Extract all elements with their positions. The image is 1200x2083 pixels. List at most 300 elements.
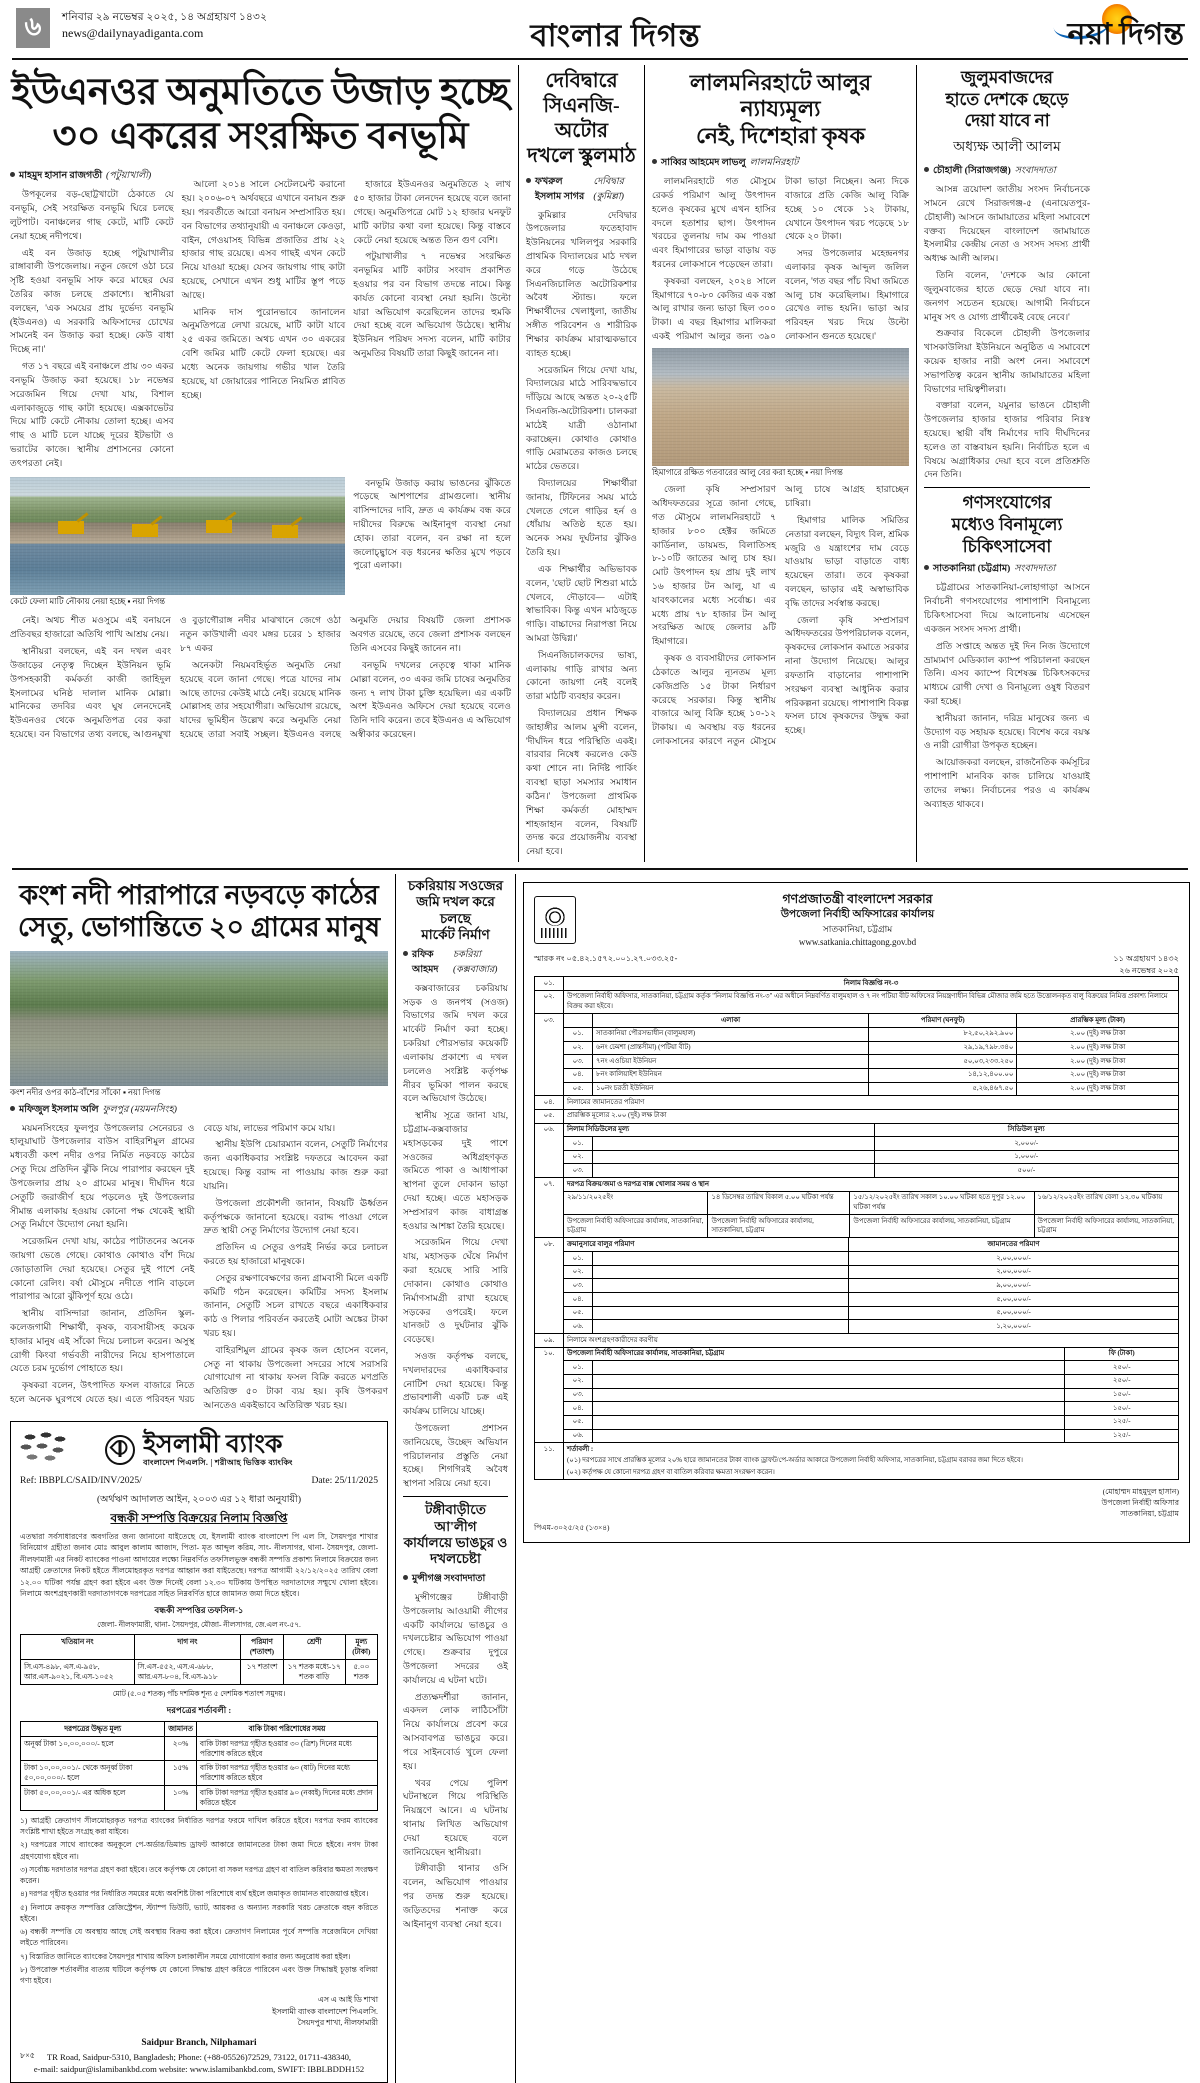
table-row [564,1415,1178,1429]
paragraph: মুন্সীগঞ্জের টঙ্গীবাড়ী উপজেলায় আওয়ামী লীগের একটি কার্যালয়ে ভাঙচুর ও দখলচেষ্টার অভিযোগ পাওয়া গেছে। শুক্রবার দুপুরে উপজেলা সদরের ওই কার্যালয়ে এ ঘটনা ঘটে। [403,1591,508,1685]
memo-number: স্মারক নং ০৫.৪২.১৫৭২.০০১.২৭.০৩৩.২৫- [534,954,678,964]
paragraph: জেলা কৃষি সম্প্রসারণ অধিদফতরের উপপরিচালক বলেন, কৃষকদের লোকসান কমাতে সরকার নানা উদ্যোগ নিয়েছে। আলুর রফতানি বাড়ানোর পাশাপাশি সংরক্ষণ ব্যবস্থা আধুনিক করার পরিকল্পনা রয়েছে। পাশাপাশি বিকল্প ফসল চাষে কৃষকদের উদ্বুদ্ধ করা হচ্ছে। [785,614,909,736]
lot-qty: ২৯,১৯,৭৯৮.৩৪০ [869,1041,1017,1055]
conditions-title: শর্তাবলী : [567,1445,594,1453]
section-title-wrap [267,8,964,64]
tender-place-4: উপজেলা নির্বাহী অফিসারের কার্যালয়, সাতকানিয়া, চট্টগ্রাম [1034,1215,1178,1238]
td: ২০% [165,1736,197,1761]
lead-headline-2: ৩০ একরের সংরক্ষিত বনভূমি [52,115,469,157]
amount-col: জামানতের পরিমাণ [849,1238,1178,1251]
bank-property-table [20,1634,378,1684]
paragraph: হিমাগার মালিক সমিতির নেতারা বলছেন, বিদ্যুৎ বিল, শ্রমিক মজুরি ও যন্ত্রাংশের দাম বেড়ে যাওয়ায় ভাড়া বাড়াতে বাধ্য হয়েছেন তারা। তবে কৃষকরা বলছেন, ভাড়ার এই অস্বাভাবিক বৃদ্ধি তাদের সর্বস্বান্ত করছে। [785,514,909,608]
national-emblem-icon [534,896,576,944]
paragraph: আয়োজকরা বলছেন, রাজনৈতিক কর্মসূচির পাশাপাশি মানবিক কাজ চালিয়ে যাওয়াই তাদের লক্ষ্য। নির্বাচনের পরও এ কার্যক্রম অব্যাহত থাকবে। [924,757,1090,809]
schedule-index: ০৩. [564,1164,593,1177]
table-row [535,1347,1179,1443]
bridge-byline-name: মফিজুল ইসলাম অলি [19,1104,99,1115]
potato-headline-1: লালমনিরহাটে আলুর ন্যায্যমূল্য [689,70,872,122]
table-row [535,1123,1179,1178]
table-header-row [21,1635,378,1660]
amount-value: ৯,০০,০০০/- [849,1279,1178,1293]
amount-index: ০৪. [564,1293,593,1307]
lot-index: ০২. [564,1041,593,1055]
table-row [21,1660,378,1685]
list-item [20,1888,378,1899]
bank-name: ইসলামী ব্যাংক [143,1430,283,1458]
tender-place-2: উপজেলা নির্বাহী অফিসারের কার্যালয়, সাতকানিয়া, চট্টগ্রাম [708,1215,850,1238]
fee-value: ২৫০/- [1065,1374,1178,1388]
amount-table [564,1238,1178,1333]
health-byline-place: সংবাদদাতা [1014,564,1056,575]
lot-col-qty: পরিমাণ (ঘনফুট) [869,1014,1017,1027]
caption-text: কেটে ফেলা মাটি নৌকায় নেয়া হচ্ছে [10,596,126,606]
ad-size-marker: ৮×৫ [20,2051,35,2061]
th: শ্রেণী [283,1635,345,1660]
fee-label: উপজেলা নির্বাহী অফিসারের কার্যালয়, সাতকানিয়া, চট্টগ্রাম [564,1348,1065,1361]
schedule-blank [593,1137,875,1151]
lot-price: ২.০০ (দুই) লক্ষ টাকা [1017,1041,1178,1055]
lead-col-1 [10,166,174,473]
td: ৫.০০ শতক [345,1660,377,1685]
julum-byline-place: সংবাদদাতা [1014,166,1056,177]
paragraph: উপজেলা প্রশাসন জানিয়েছে, উচ্ছেদ অভিযান পরিচালনার প্রস্তুতি নেয়া হচ্ছে। শিগগিরই অবৈধ স্থাপনা সরিয়ে নেয়া হবে। [403,1423,508,1489]
bank-table1-note: মোট (৫.০৫ শতক) পাঁচ দশমিক শূন্য ৫ দেশমিক শতাংশ সমুদয়। [112,1688,286,1698]
table-row [535,1178,1179,1238]
paragraph: পটুয়াখালীর ৭ নভেম্বর সংরক্ষিত বনভূমির মাটি কাটার সংবাদ প্রকাশিত হওয়ার পর বন বিভাগ তদন্তে নামে। কিন্তু কার্যত কোনো ব্যবস্থা নেয়া হয়নি। উল্টো যারা অভিযোগ করেছিলেন তাদের হুমকি দেয়া হচ্ছে বলে অভিযোগ উঠেছে। স্থানীয় ইউনিয়ন পরিষদ সদস্য বলেন, মাটি কাটার অনুমতির বিষয়টি তারা কিছুই জানেন না। [353,251,511,359]
table-row [564,1055,1178,1069]
lead-photo-wrap [10,477,345,612]
story-potato [644,65,916,862]
mid-rule [12,868,1188,870]
bank-ad-intro: এতদ্বারা সর্বসাধারণের অবগতির জন্য জানানো যাইতেছে যে, ইসলামী ব্যাংক বাংলাদেশ পি এল সি, সৈয়দপুর শাখার বিনিয়োগ গ্রহীতা জনাব মোঃ আবুল কালাম আজাদ, পিতা- মৃত আব্দুল করিম, সাং- নীলসাগর, থানা- সৈয়দপুর, জেলা- নীলফামারী এর নিকট ব্যাংকের পাওনা আদায়ের লক্ষ্যে নিম্নবর্ণিত তফসিলভুক্ত বন্ধকী সম্পত্তি প্রকাশ্য নিলামে বিক্রয়ের জন্য আগ্রহী ক্রেতাদের নিকট হইতে সীলমোহরকৃত দরপত্র আহ্বান করা যাইতেছে। দরপত্র আগামী ২২/১২/২০২৫ তারিখ বেলা ১২.০০ ঘটিকা পর্যন্ত গ্রহণ করা হইবে এবং উক্ত দিনেই বেলা ১২.৩০ ঘটিকায় উপস্থিত দরদাতাদের সম্মুখে খোলা হইবে। নিলামে অংশগ্রহণকারী দরদাতাগণকে দরপত্রের সহিত নিম্নবর্ণিত হারে জামানত জমা দিতে হইবে। [20,1531,378,1598]
branch-address-2: e-mail: saidpur@islamibankbd.com website: www.islamibankbd.com, SWIFT: IBBLBDDH152 [33,2064,365,2075]
govt-header [534,891,1179,948]
fee-value: ১৫০/- [1065,1402,1178,1416]
fee-index: ০৬. [564,1429,593,1442]
julum-kicker: অধ্যক্ষ আলী আলম [953,140,1061,156]
paragraph: বনভূমি উজাড় করায় ভাঙনের ঝুঁকিতে পড়েছে আশপাশের গ্রামগুলো। স্থানীয় বাসিন্দাদের দাবি, দ্রুত এ কার্যক্রম বন্ধ করে দায়ীদের বিরুদ্ধে আইনানুগ ব্যবস্থা নেয়া হোক। তারা বলেন, বন রক্ষা না হলে জলোচ্ছ্বাসে বড় ধরনের ক্ষতির মুখে পড়বে পুরো এলাকা। [353,477,511,571]
lead-photo [10,477,345,595]
chakaria-byline-name: রফিক আহমদ [412,949,439,975]
paragraph: কৃষকরা বলেন, উৎপাদিত ফসল বাজারে নিতে হলে অনেক ঘুরপথে যেতে হয়। এতে পরিবহন খরচ বেড়ে যায়, লাভের পরিমাণ কমে যায়। [10,1122,336,1405]
cng-headline-3: দখলে স্কুলমাঠ [527,145,636,168]
julum-headline-1: জুলুমবাজদের [960,68,1054,87]
chakaria-byline [403,948,508,978]
list-item [20,1951,378,1962]
left-bottom-column [10,874,395,2083]
excavator-icon [272,525,298,538]
cng-headline-2: সিএনজি-অটোর [543,95,620,142]
lead-headline-1: ইউএনওর অনুমতিতে উজাড় হচ্ছে [11,72,510,113]
bank-schedule-title: বন্ধকী সম্পত্তির তফসিল-১ [154,1605,244,1616]
row-index: ০৮. [535,1238,564,1334]
bridge-headline-1: কংশ নদী পারাপারে নড়বড়ে কাঠের [19,879,379,910]
bullet-icon [10,172,15,177]
masthead [10,0,1190,56]
paragraph: আলো ২০১৪ সালে সেটেলমেন্ট করানো হয়। ২০০৬-০৭ অর্থবছরে এখানে বনায়ন শুরু হয়। পরবর্তীতে আরো বনায়ন সম্প্রসারিত হয়। বন বিভাগের তথ্যানুযায়ী এ বনাঞ্চলে কেওড়া, বাইন, গেওয়াসহ বিভিন্ন প্রজাতির প্রায় ২২ হাজার গাছ রয়েছে। এসব গাছই এখন কেটে নিয়ে যাওয়া হচ্ছে। যেসব জায়গায় গাছ কাটা হয়েছে, সেখানে এখন শুধু মাটির স্তূপ পড়ে আছে। [181,179,346,300]
islami-bank-advertisement [10,1421,388,2083]
row-index: ০৫. [535,1109,564,1123]
potato-byline [652,156,909,171]
fee-value: ১৫০/- [1065,1388,1178,1402]
lot-index: ০৩. [564,1055,593,1069]
sign-line: সৈয়দপুর শাখা, নীলফামারী [297,2017,378,2027]
bank-ref: Ref: IBBPLC/SAID/INV/2025/ [20,1474,142,1486]
julum-body [924,183,1090,482]
tender-dates-table [564,1178,1178,1237]
table-row [564,1041,1178,1055]
bridge-photo-caption [10,1088,388,1099]
table-row [564,1293,1178,1307]
paragraph: সদর উপজেলার মহেন্দ্রনগর এলাকার কৃষক আব্দুল জলিল বলেন, 'গত বছর পাঁচ বিঘা জমিতে আলু চাষ করেছিলাম। হিমাগারে রেখেও লাভ হয়নি। ভাড়া আর পরিবহন খরচ দিয়ে উল্টো লোকসান গুনতে হয়েছে।' [785,248,909,342]
tender-label: দরপত্র বিক্রয়/জমা ও দরপত্র বাক্স খোলার সময় ও স্থান [564,1178,1178,1191]
bullet-icon [652,159,657,164]
govt-signature [534,1486,1179,1519]
amount-label: ক্রমানুসারে বালুর পরিমাণ [564,1238,849,1251]
lead-body-bottom [10,614,511,742]
table-row [535,1334,1179,1348]
table-row [564,1320,1178,1333]
row-index: ০৬. [535,1123,564,1178]
row-index: ১১. [535,1443,564,1480]
bank-act-line: (অর্থঋণ আদালত আইন, ২০০৩ এর ১২ ধারা অনুযায়ী) [96,1494,302,1505]
amount-index: ০৩. [564,1279,593,1293]
term-text: ২) দরপত্রের সাথে ব্যাংকের অনুকূলে পে-অর্ডার/ডিমান্ড ড্রাফট আকারে জামানতের টাকা জমা দিতে হইবে। নগদ টাকা গ্রহণযোগ্য হইবে না। [20,1840,378,1861]
fee-blank [593,1415,1065,1429]
bank-terms-table [20,1721,378,1811]
bullet-icon [403,1575,408,1580]
list-item [20,1964,378,1987]
row-index: ০২. [535,990,564,1013]
term-text: ৪) দরপত্র গৃহীত হওয়ার পর নির্ধারিত সময়ের মধ্যে অবশিষ্ট টাকা পরিশোধে ব্যর্থ হইলে জমাকৃত জামানত বাজেয়াপ্ত হইবে। [20,1889,369,1899]
th: পরিমাণ (শতাংশ) [241,1635,284,1660]
signer-name: (মোহাম্মদ মাহমুদুল হাসান) [1102,1487,1179,1497]
lot-price: ২.০০ (দুই) লক্ষ টাকা [1017,1082,1178,1095]
list-item [20,1839,378,1862]
td: সি.এস-৪৯৮, এস.এ-৯৫৮, আর.এস-৯০২১, বি.এস-১০৫২ [21,1660,135,1685]
paragraph: এই বন উজাড় হচ্ছে পটুয়াখালীর রাঙ্গাবালী উপজেলায়। নতুন জেগে ওঠা চরে সৃষ্টি হওয়া বনভূমি সাফ করে মাছের ঘের তৈরির কাজ চলছে প্রকাশ্যে। স্থানীয়রা বলছেন, 'এক সময়ের প্রায় দুর্ভেদ্য বনভূমি (ইউএনও) এ সরকারি অফিসাদের চোখের সামনেই বন উজাড় করা হচ্ছে। কেউ বাধা দিচ্ছে না।' [10,247,174,355]
sign-line: ইসলামী ব্যাংক বাংলাদেশ পিএলসি. [272,2006,378,2016]
table-row [564,1252,1178,1266]
row-index: ০১. [535,977,564,991]
govt-meta [534,953,1179,976]
masthead-dateblock [62,8,267,41]
condition-item: (০২) কর্তৃপক্ষ যে কোনো দরপত্র গ্রহণ বা বাতিল করিবার ক্ষমতা সংরক্ষণ করেন। [567,1469,775,1477]
bridge-byline-place: ফুলপুর (ময়মনসিংহ) [102,1104,177,1115]
paragraph: বনভূমি দখলের নেতৃত্বে থাকা মানিক মোল্লা বলেন, ৩০ একর জমি চাষের অনুমতির জন্য ৭ লাখ টাকা চুক্তি হয়েছিল। এর একটি অংশ ইউএনও অফিসে দেয়া হয়েছে বলেও তিনি দাবি করেন। তবে ইউএনও এ অভিযোগ অস্বীকার করেছেন। [350,659,511,739]
govt-line-1: গণপ্রজাতন্ত্রী বাংলাদেশ সরকার [782,891,933,906]
amount-blank [593,1293,849,1307]
td: বাকি টাকা দরপত্র গৃহীত হওয়ার ৯০ (নব্বই) দিনের মধ্যে প্রদান করিতে হইবে [196,1786,377,1811]
list-item [20,1864,378,1887]
table-header-row [564,1238,1178,1251]
amount-index: ০৫. [564,1306,593,1320]
td: ১৫% [165,1761,197,1786]
paragraph: কৃষকরা বলছেন, ২০২৪ সালে হিমাগারে ৭০-৮০ কেজির এক বস্তা আলু রাখার জন্য ভাড়া ছিল ৩০০ টাকা। এ বছর হিমাগার মালিকরা একই পরিমাণ আলুর জন্য ৩৯০ টাকা ভাড়া নিচ্ছেন। অন্য দিকে বাজারে প্রতি কেজি আলু বিক্রি হচ্ছে ১০ থেকে ১২ টাকায়, যেখানে উৎপাদন খরচ পড়েছে ১৮ থেকে ২০ টাকা। [652,176,909,342]
govt-line-2: উপজেলা নির্বাহী অফিসারের কার্যালয় [780,909,935,921]
schedule-price-table [564,1124,1178,1178]
govt-website[interactable]: www.satkania.chittagong.gov.bd [798,936,917,947]
amount-blank [593,1279,849,1293]
td: ১৭ শতক মধ্যে-১৭ শতক বাড়ি [283,1660,345,1685]
tongi-byline [403,1572,508,1587]
brand-logo-wrap [964,8,1184,61]
fee-blank [593,1388,1065,1402]
health-headline-2: মধ্যেও বিনামূল্যে [951,515,1063,534]
paragraph: সরেজমিন দেখা যায়, কাঠের পাটাতনের অনেক জায়গা ভেঙে গেছে। কোথাও কোথাও বাঁশ দিয়ে জোড়াতালি দেয়া হয়েছে। সেতুর দুই পাশে নেই কোনো রেলিং। বর্ষা মৌসুমে নদীতে পানি বাড়লে পারাপার আরো ঝুঁকিপূর্ণ হয়ে ওঠে। [10,1236,195,1302]
tender-date-4: ১৬/১২/২০২৫ইং তারিখ বেলা ১২.৩০ ঘটিকায় [1034,1191,1178,1214]
lot-area: ৬নং ঢেমশা (প্রান্তসীমা) (পটিয়া বীট) [593,1041,869,1055]
td: অনূর্ধ্ব টাকা ১০,০০,০০০/- হলে [21,1736,165,1761]
bullet-icon [403,951,408,956]
table-row [564,1388,1178,1402]
lead-col-2 [182,166,346,473]
excavator-icon [206,520,232,533]
potato-byline-place: লালমনিরহাট [749,158,799,169]
conditions-cell [564,1443,1179,1480]
bank-footer [20,2036,378,2076]
row-index: ০৪. [535,1096,564,1110]
table-row [564,1402,1178,1416]
signer-title-2: সাতকানিয়া, চট্টগ্রাম [1120,1509,1179,1519]
term-text: ৮) উপরোক্ত শর্তাবলীর ব্যত্যয় ঘটিলে কর্তৃপক্ষ যে কোনো সিদ্ধান্ত গ্রহণ করিতে পারিবেন এবং উক্ত সিদ্ধান্তই চূড়ান্ত বলিয়া গণ্য হইবে। [20,1964,378,1986]
paragraph: চট্টগ্রামের সাতকানিয়া-লোহাগাড়া আসনে নির্বাচনী গণসংযোগের পাশাপাশি বিনামূল্যে চিকিৎসাসেবা দিয়ে আলোচনায় এসেছেন একজন সংসদ সদস্য প্রার্থী। [924,582,1090,634]
bridge-headline-2: সেতু, ভোগান্তিতে ২০ গ্রামের মানুষ [17,912,381,943]
fee-index: ০২. [564,1374,593,1388]
row-index: ০৭. [535,1178,564,1238]
table-row [535,1014,1179,1096]
cng-body [526,209,637,859]
paragraph: হাজারে ইউএনওর অনুমতিতে ২ লাখ ৫০ হাজার টাকা লেনদেন হয়েছে বলে জানা গেছে। অনুমতিপত্রে মোট ১২ হাজার ঘনফুট মাটি কাটার কথা বলা হয়েছে। কিন্তু বাস্তবে কেটে নেয়া হয়েছে অন্তত তিন গুণ বেশি। [353,179,511,245]
lot-area: সাতকানিয়া পৌরসভাধীন (বালুমহাল) [593,1027,869,1041]
table-row [564,1361,1178,1375]
paragraph: স্থানীয়রা জানান, দরিদ্র মানুষের জন্য এ উদ্যোগ বড় সহায়ক হয়েছে। বিশেষ করে বয়স্ক ও নারী রোগীরা উপকৃত হচ্ছেন। [924,712,1090,751]
fee-index: ০৫. [564,1415,593,1429]
fee-value: ১২৫/- [1065,1429,1178,1442]
schedule-price: ১,০০০/- [874,1150,1178,1164]
paragraph: বিদ্যালয়ের প্রধান শিক্ষক জাহাঙ্গীর আলম মুন্সী বলেন, 'দীর্ঘদিন ধরে পরিস্থিতি একই। বারবার নিষেধ করলেও কেউ কথা শোনে না। নির্দিষ্ট পার্কিং ব্যবস্থা ছাড়া সমস্যার সমাধান কঠিন।' উপজেলা প্রাথমিক শিক্ষা কর্মকর্তা মোহাম্মদ শাহজাহান বলেন, বিষয়টি তদন্ত করে প্রয়োজনীয় ব্যবস্থা নেয়া হবে। [526,708,637,857]
table-row [564,1164,1178,1177]
bank-logo-row [20,1429,378,1471]
schedule-blank [593,1164,875,1177]
table-row [535,1109,1179,1123]
table-header-row [564,1014,1178,1027]
list-item [20,1815,378,1838]
caption-text: কংশ নদীর ওপর কাঠ-বাঁশের সাঁকো [10,1087,121,1097]
govt-footer [534,1523,1179,1534]
paragraph: প্রত্যক্ষদর্শীরা জানান, একদল লোক লাঠিসোঁটা নিয়ে কার্যালয়ে প্রবেশ করে আসবাবপত্র ভাঙচুর করে। পরে সাইনবোর্ড খুলে ফেলা হয়। [403,1691,508,1771]
section-title: বাংলার দিগন্ত [530,18,701,53]
lead-col-3b [353,477,511,612]
pattern-icon [20,1431,70,1465]
paragraph: আসন্ন ত্রয়োদশ জাতীয় সংসদ নির্বাচনকে সামনে রেখে সিরাজগঞ্জ-৫ (এনায়েতপুর-চৌহালী) আসনে জামায়াতের মহিলা সমাবেশে বক্তব্য দিয়েছেন বাংলাদেশ জামায়াতে ইসলামীর কেন্দ্রীয় নেতা ও সংসদ সদস্য প্রার্থী অধ্যক্ষ আলী আলম। [924,184,1090,264]
table-row [564,1279,1178,1293]
caption-text: হিমাগারে রক্ষিত গতবারের আলু বের করা হচ্ছে [652,468,804,478]
julum-byline [924,164,1090,179]
excavator-icon [58,521,84,534]
table-row [535,1443,1179,1480]
julum-byline-name: চৌহালী (সিরাজগঞ্জ) [933,166,1011,177]
paragraph: এক শিক্ষার্থীর অভিভাবক বলেন, 'ছোট ছোট শিশুরা মাঠে খেলবে, দৌড়াবে— এটাই স্বাভাবিক। কিন্তু এখন মাঠজুড়ে গাড়ি। বাচ্চাদের নিরাপত্তা নিয়ে আমরা উদ্বিগ্ন।' [526,563,637,643]
branch-address: TR Road, Saidpur-5310, Bangladesh; Phone: (+88-05526)72529, 73122, 01711-438340, [46,2051,352,2062]
fee-col: ফি (টাকা) [1065,1348,1178,1361]
bridge-byline [10,1103,388,1118]
amount-blank [593,1320,849,1333]
paragraph: গত ১৭ বছরে এই বনাঞ্চলে প্রায় ৩০ একর বনভূমি উজাড় করা হয়েছে। ১৮ নভেম্বর সরেজমিন গিয়ে দেখা যায়, বিশাল এলাকাজুড়ে গাছ কাটা হয়েছে। এক্সকাভেটর দিয়ে মাটি কেটে নৌকায় তোলা হচ্ছে। এসব গাছ ও মাটি চলে যাচ্ছে দূরের ইটভাটা ও ভরাটের কাজে। স্থানীয় প্রশাসনের কোনো তৎপরতা নেই। [10,361,174,468]
row-label: নিলামে অংশগ্রহণকারীদের করণীয় [564,1334,1179,1348]
caption-credit: নয়া দিগন্ত [810,468,843,478]
paragraph: মানিক দাস পুরোনভাবে জানালেন অনুমতিপত্রে লেখা রয়েছে, মাটি কাটা যাবে ২৫ একর জমিতে। অথচ এখন ৩০ একরের বেশি জমির মাটি কেটে ফেলা হয়েছে। এর মধ্যে অনেক জায়গায় গভীর খাল তৈরি হয়েছে, যা জোয়ারের পানিতে নিয়মিত প্লাবিত হচ্ছে। [181,306,346,400]
bullet-icon [924,565,929,570]
amount-value: ১,২০,০০০/- [849,1320,1178,1333]
lot-qty: ৫০,০৩,২৩৩.২৫০ [869,1055,1017,1069]
row-label: উপজেলা নির্বাহী অফিসার, সাতকানিয়া, চট্টগ্রাম কর্তৃক "নিলাম বিজ্ঞপ্তি নং-৩" এর অধীনে নিম্নবর্ণিত বালুমহাল ও ৭ নং পটিয়া বীট অফিসের নিয়ন্ত্রণাধীন বিভিন্ন মৌজার জমি হতে উত্তোলনকৃত বালু বিক্রয়ের নিমিত্ত প্রকাশ্য নিলামে বিক্রয় করা হইবে। [564,990,1179,1013]
health-byline-name: সাতকানিয়া (চট্টগ্রাম) [933,564,1011,575]
paragraph: ময়মনসিংহের ফুলপুর উপজেলার সেনেরচর ও হালুয়াঘাট উপজেলার বাউস বাহিরশিমুল গ্রামের মধ্যবর্তী কংশ নদীর ওপর নির্মিত নড়বড়ে কাঠের সেতু দিয়ে প্রতিদিন ঝুঁকি নিয়ে পারাপার করছেন দুই উপজেলার প্রায় ২০ গ্রামের মানুষ। দীর্ঘদিন ধরে সেতুটি জরাজীর্ণ হয়ে পড়লেও দুই উপজেলার সীমান্ত এলাকায় হওয়ায় কোনো পক্ষ থেকেই স্থায়ী সেতু নির্মাণে উদ্যোগ নেয়া হয়নি। [10,1122,195,1230]
schedule-label: নিলাম সিডিউলের মূল্য [564,1124,874,1137]
lead-byline [10,169,174,184]
fee-index: ০১. [564,1361,593,1375]
bridge-body [10,1122,388,1413]
tongi-byline-name: মুন্সীগঞ্জ সংবাদদাতা [412,1573,486,1584]
paragraph: লালমনিরহাটে গত মৌসুমে রেকর্ড পরিমাণ আলু উৎপাদন হলেও কৃষকের মুখে এখন হাসির বদলে হতাশার ছাপ। উৎপাদন খরচের তুলনায় দাম কম পাওয়া এবং হিমাগারের ভাড়া বাড়ায় বড় ধরনের লোকসানে পড়েছেন তারা। [652,176,776,270]
health-byline [924,562,1090,577]
td: সি.এস-৫৫২, এস.এ-৬৮৮, আর.এস-৮০৪, বি.এস-৯১৮ [134,1660,241,1685]
td: টাকা ৫০,০০,০০১/- এর অধিক হলে [21,1786,165,1811]
bank-ref-row [20,1474,378,1488]
td: বাকি টাকা দরপত্র গৃহীত হওয়ার ৬০ (ষাট) দিনের মধ্যে পরিশোধ করিতে হইবে [196,1761,377,1786]
lot-qty: ৫,২৬,৪৬৭.৫০ [869,1082,1017,1095]
chakaria-byline-place: চকরিয়া (কক্সবাজার) [452,949,498,975]
lot-qty: ৮২,৫০,২৯২.৯০০ [869,1027,1017,1041]
table-header-row [564,1124,1178,1137]
fee-blank [593,1361,1065,1375]
table-row [564,1374,1178,1388]
list-item [20,1902,378,1925]
date-bangla: ১১ অগ্রহায়ণ ১৪৩২ [1113,954,1179,964]
fee-index: ০৩. [564,1388,593,1402]
paragraph: স্থানীয় বাসিন্দারা জানান, প্রতিদিন স্কুল-কলেজগামী শিক্ষার্থী, কৃষক, ব্যবসায়ীসহ কয়েক হাজার মানুষ এই সাঁকো দিয়ে চলাচল করেন। অসুস্থ রোগী কিংবা গর্ভবতী নারীদের নিয়ে হাসপাতালে যেতে চরম দুর্ভোগ পোহাতে হয়। [10,1308,195,1374]
bottom-section [10,874,1190,2083]
lead-byline-name: মাহমুদ হাসান রাজগতী [19,171,103,182]
bullet-icon [924,167,929,172]
schedule-index: ০১. [564,1137,593,1151]
paragraph: শুক্রবার বিকেলে চৌহালী উপজেলার খাসকাউলিয়া ইউনিয়নে অনুষ্ঠিত এ সমাবেশে কয়েক হাজার নারী অংশ নেন। সমাবেশে সভাপতিত্ব করেন স্থানীয় জামায়াতের মহিলা বিভাগের দায়িত্বশীলরা। [924,328,1090,394]
date-gregorian: ২৬ নভেম্বর ২০২৫ [1119,965,1179,975]
lot-area: ১০নং চরতী ইউনিয়ন [593,1082,869,1095]
lot-index: ০১. [564,1027,593,1041]
lead-body-2 [182,166,346,402]
paragraph: উপজেলা প্রকৌশলী জানান, বিষয়টি ঊর্ধ্বতন কর্তৃপক্ষকে জানানো হয়েছে। বরাদ্দ পাওয়া গেলে দ্রুত স্থায়ী সেতু নির্মাণের উদ্যোগ নেয়া হবে। [203,1197,388,1236]
paragraph: কুমিল্লার দেবিদ্বার উপজেলার ফতেহাবাদ ইউনিয়নের খলিলপুর সরকারি প্রাথমিক বিদ্যালয়ের মাঠ দখল করে গড়ে উঠেছে সিএনজিচালিত অটোরিকশার অবৈধ স্ট্যান্ড। ফলে শিক্ষার্থীদের খেলাধুলা, জাতীয় সঙ্গীত পরিবেশন ও শারীরিক শিক্ষার কার্যক্রম মারাত্মকভাবে ব্যাহত হচ্ছে। [526,209,637,358]
table-header-row [21,1721,378,1736]
caption-credit: নয়া দিগন্ত [128,1087,161,1097]
middle-bottom-column [395,874,515,2083]
condition-item: (০১) দরপত্রের সাথে প্রারম্ভিক মূল্যের ২০% হারে জামানতের টাকা ব্যাংক ড্রাফট/পে-অর্ডার আকারে উপজেলা নির্বাহী অফিসার, সাতকানিয়া, চট্টগ্রাম বরাবর জমা দিতে হইবে। [567,1457,1023,1465]
bank-date: Date: 25/11/2025 [311,1474,378,1486]
top-section [10,65,1190,862]
table-row [564,1265,1178,1279]
contact-email: news@dailynayadiganta.com [62,26,204,41]
govt-notice [523,882,1190,1543]
bank-subtitle: বাংলাদেশ পিএলসি. | শরীআহ ভিত্তিক ব্যাংকিং [143,1457,293,1467]
paragraph: খবর পেয়ে পুলিশ ঘটনাস্থলে গিয়ে পরিস্থিতি নিয়ন্ত্রণে আনে। এ ঘটনায় থানায় লিখিত অভিযোগ দেয়া হয়েছে বলে জানিয়েছেন স্থানীয়রা। [403,1777,508,1857]
brand-name: নয়া দিগন্ত [1067,18,1184,51]
lot-index: ০৪. [564,1068,593,1082]
lot-area: ৮নং কালিয়াইশ ইউনিয়ন [593,1068,869,1082]
cng-byline [526,175,637,205]
paragraph: জেলা কৃষি সম্প্রসারণ অধিদফতরের সূত্রে জানা গেছে, গত মৌসুমে লালমনিরহাটে ৭ হাজার ৮০০ হেক্টর জমিতে কার্ডিনাল, ডায়মন্ড, বিলাতিসহ ৮-১০টি জাতের আলু চাষ হয়। মোট উৎপাদন হয় প্রায় দুই লাখ ১৬ হাজার টন আলু, যা এ যাবৎকালের মধ্যে সর্বোচ্চ। এর মধ্যে প্রায় ৭৮ হাজার টন আলু সংরক্ষিত আছে জেলার ৯টি হিমাগারে। [652,484,776,647]
notice-title: নিলাম বিজ্ঞপ্তি নং-৩ [564,977,1179,991]
lot-qty: ১৪,১২,৪০০.০০ [869,1068,1017,1082]
table-row [535,977,1179,991]
lead-story [10,65,518,862]
tongi-headline-2: কার্যালয়ে ভাঙচুর ও [403,1535,508,1550]
caption-sep: ▪ [805,468,811,478]
td: ১৭ শতাংশ [241,1660,284,1685]
th: বাকি টাকা পরিশোধের সময় [196,1721,377,1736]
chakaria-headline-2: জমি দখল করে চলছে [416,894,495,926]
paragraph: বক্তারা বলেন, যমুনার ভাঙনে চৌহালী উপজেলার হাজার হাজার পরিবার নিঃস্ব হয়েছে। স্থায়ী বাঁধ নির্মাণের দাবি দীর্ঘদিনের হলেও তা বাস্তবায়ন হয়নি। নির্বাচিত হলে এ বিষয়ে অগ্রাধিকার দেয়া হবে বলে প্রতিশ্রুতি দেন তিনি। [924,400,1090,480]
amount-value: ২,০০,০০০/- [849,1252,1178,1266]
row-index: ০৯. [535,1334,564,1348]
tender-date-1: ২৯/১১/২০২৫ইং [564,1191,708,1214]
govt-line-3: সাতকানিয়া, চট্টগ্রাম [822,924,893,935]
term-text: ৩) সর্বোচ্চ দরদাতার দরপত্র গ্রহণ করা হইবে। তবে কর্তৃপক্ষ যে কোনো বা সকল দরপত্র গ্রহণ বা বাতিল করিবার ক্ষমতা সংরক্ষণ করেন। [20,1864,378,1886]
term-text: ৫) নিলামে ক্রয়কৃত সম্পত্তির রেজিস্ট্রেশন, স্ট্যাম্প ডিউটি, ভ্যাট, আয়কর ও অন্যান্য সরকারি খরচ ক্রেতাকে বহন করিতে হইবে। [20,1902,378,1923]
table-row [564,1429,1178,1442]
govt-dates [1113,953,1179,976]
govt-footer-code: পিএম-৩০২৫/২৫ (১৩×৪) [534,1523,610,1533]
bank-signature [20,1994,378,2028]
branch-name: Saidpur Branch, Nilphamari [141,2038,257,2049]
paragraph: কৃষক ও ব্যবসায়ীদের লোকসান ঠেকাতে আলুর ন্যূনতম মূল্য কেজিপ্রতি ১৫ টাকা নির্ধারণ করেছে সরকার। কিন্তু স্থানীয় বাজারে আলু বিক্রি হচ্ছে ১০-১২ টাকায়। এ অবস্থায় বড় ধরনের লোকসানের কারণে নতুন মৌসুমে আলু চাষে আগ্রহ হারাচ্ছেন চাষিরা। [652,484,909,746]
schedule-blank [593,1150,875,1164]
publication-date: শনিবার ২৯ নভেম্বর ২০২৫, ১৪ অগ্রহায়ণ ১৪৩২ [62,12,268,23]
tongi-headline-1: টঙ্গীবাড়ীতে আ'লীগ [425,1502,486,1534]
th: খতিয়ান নং [21,1635,135,1660]
td: বাকি টাকা দরপত্র গৃহীত হওয়ার ৩০ (ত্রিশ) দিনের মধ্যে পরিশোধ করিতে হইবে [196,1736,377,1761]
table-row [564,1137,1178,1151]
td: টাকা ১০,০০,০০১/- থেকে অনূর্ধ্ব টাকা ৫০,০০,০০০/- হলে [21,1761,165,1786]
cng-byline-name: ফখরুল ইসলাম সাগর [535,176,585,202]
row-index: ০৩. [535,1014,564,1096]
fee-table [564,1348,1178,1443]
table-row [564,1027,1178,1041]
lead-col-3 [353,166,511,473]
table-header-row [564,1348,1178,1361]
row-label: নিলামের জামানতের পরিমাণ [564,1096,1179,1110]
julum-headline-2: হাতে দেশকে ছেড়ে [945,89,1069,109]
govt-notice-table [534,976,1179,1480]
lead-body-1 [10,188,174,470]
th: মূল্য (টাকা) [345,1635,377,1660]
term-text: ৬) বন্ধকী সম্পত্তি যে অবস্থায় আছে সেই অবস্থায় বিক্রয় করা হইবে। ক্রেতাগণ নিলামের পূর্বে সম্পত্তি সরেজমিনে দেখিয়া লইতে পারিবেন। [20,1927,378,1948]
story-julum [916,65,1090,862]
paragraph: সরেজমিন গিয়ে দেখা যায়, বিদ্যালয়ের মাঠে সারিবদ্ধভাবে দাঁড়িয়ে আছে অন্তত ২০-২৫টি সিএনজি-অটোরিকশা। চালকরা মাঠেই যাত্রী ওঠানামা করাচ্ছেন। কোথাও কোথাও গাড়ি মেরামতের কাজও চলছে মাঠের ভেতরে। [526,364,637,472]
lead-byline-place: (পটুয়াখালী) [106,171,152,182]
bank-logo-icon [105,1435,135,1465]
paragraph: বিদ্যালয়ের শিক্ষার্থীরা জানায়, টিফিনের সময় মাঠে খেলতে গেলে গাড়ির হর্ন ও ধোঁয়ায় অতিষ্ঠ হতে হয়। অনেক সময় দুর্ঘটনার ঝুঁকিও তৈরি হয়। [526,478,637,558]
caption-sep: ▪ [122,1087,129,1097]
table-row [21,1786,378,1811]
bullet-icon [526,178,531,183]
lot-price: ২.০০ (দুই) লক্ষ টাকা [1017,1027,1178,1041]
bank-terms-list [20,1815,378,1987]
th: দরপত্রের উদ্ধৃত মূল্য [21,1721,165,1736]
schedule-index: ০২. [564,1150,593,1164]
lot-col-price: প্রারম্ভিক মূল্য (টাকা) [1017,1014,1178,1027]
